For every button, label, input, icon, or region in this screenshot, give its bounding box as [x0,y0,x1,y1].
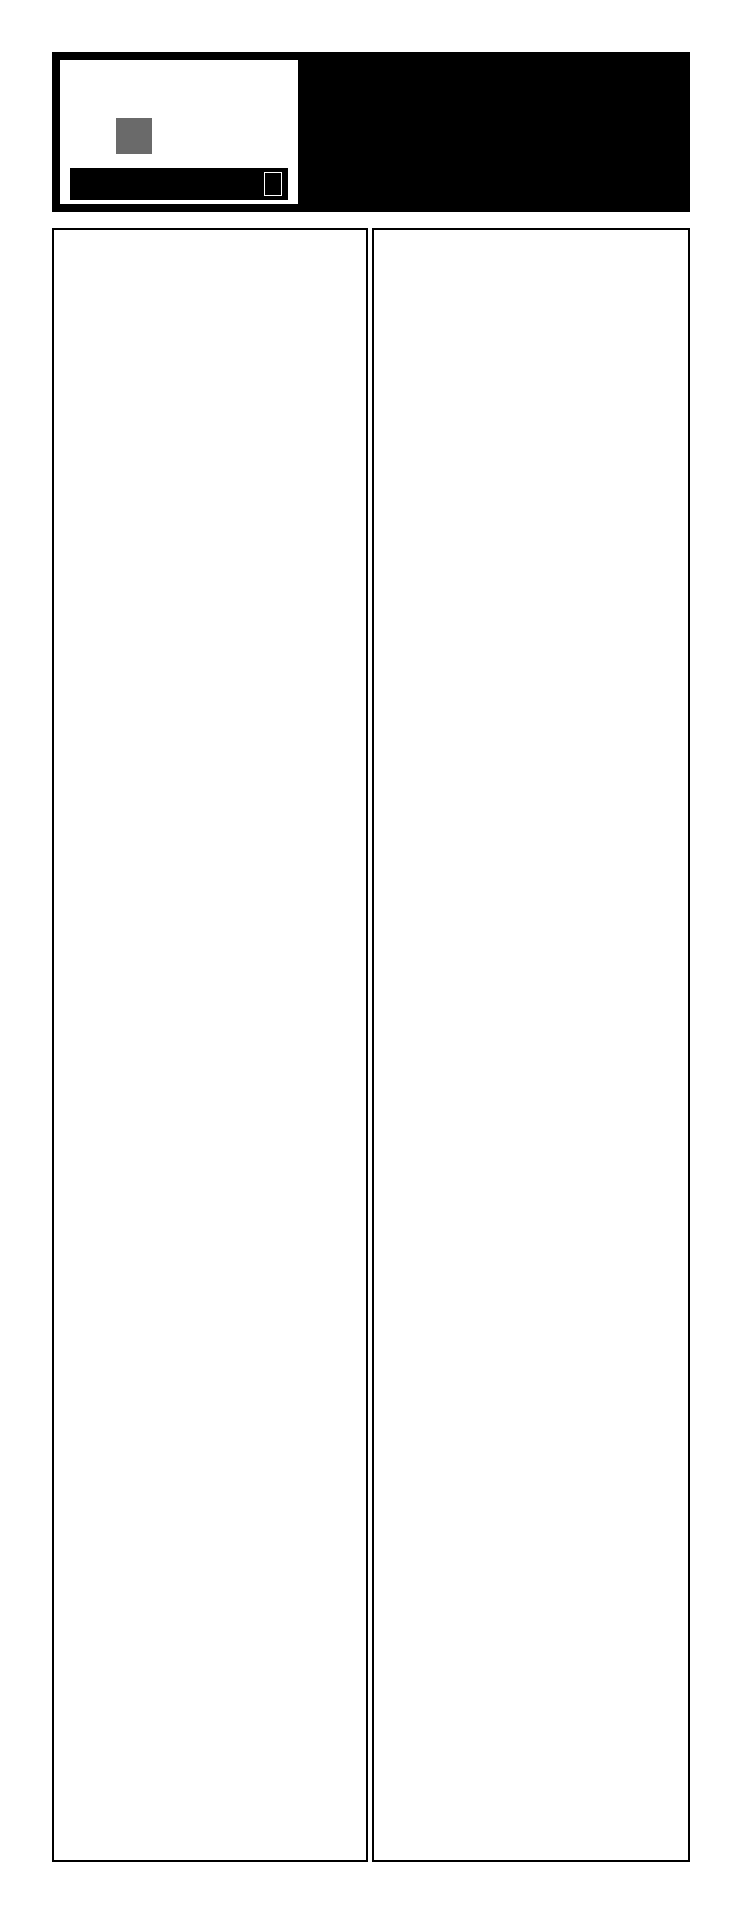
logo-tagline-bar [70,168,288,200]
right-column [372,228,690,1862]
flower-icon [116,118,152,154]
left-column [52,228,368,1862]
kanji-stamp [264,172,282,196]
logo [60,60,298,204]
menu-header [52,52,690,212]
